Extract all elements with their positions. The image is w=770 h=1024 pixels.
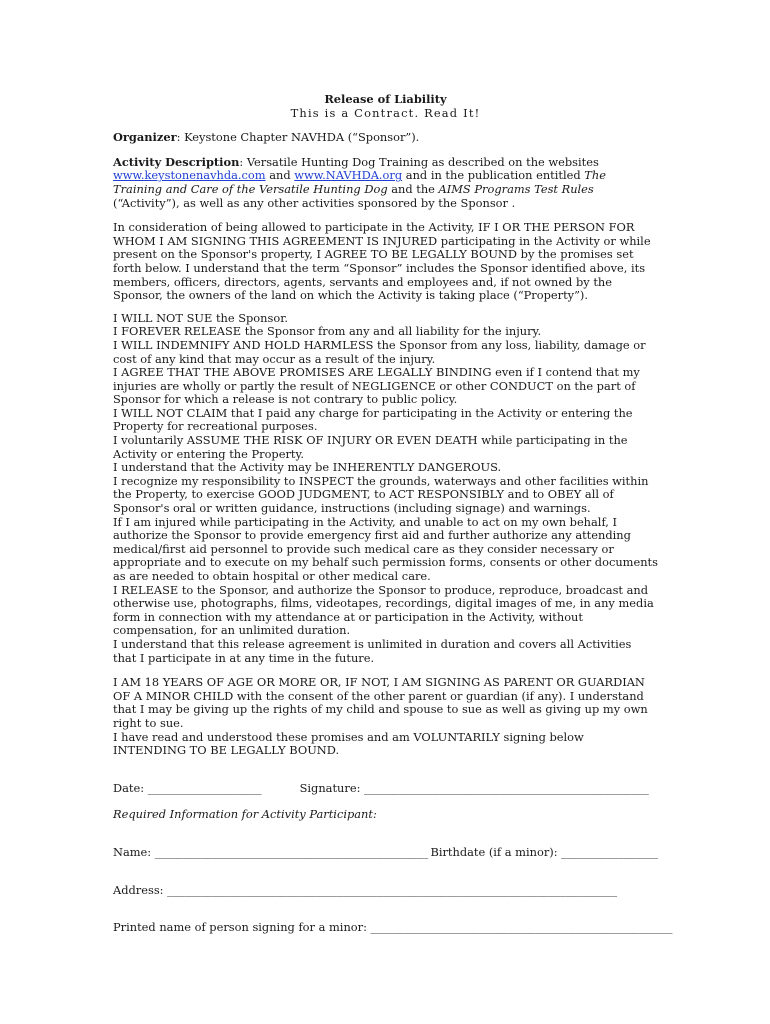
promise-item: I FOREVER RELEASE the Sponsor from any and all liability for the injury. (113, 324, 542, 339)
birthdate-field[interactable]: Birthdate (if a minor): _________________ (430, 844, 658, 859)
activity-text: and the (387, 181, 439, 196)
document-subtitle: This is a Contract. Read It! (290, 105, 481, 120)
activity-text: : Versatile Hunting Dog Training as described on the websites (239, 154, 599, 169)
promises-list (113, 312, 658, 665)
promise-item: I WILL NOT CLAIM that I paid any charge for participating in the Activity or entering the Property for recreational purposes. (113, 405, 633, 434)
age-statement: I AM 18 YEARS OF AGE OR MORE OR, IF NOT, I AM SIGNING AS PARENT OR GUARDIAN OF A MINOR CHILD with the consent of the other parent or guardian (if any). I understand that I may be giving up the rights of my child and spouse to sue as well as giving up my own right to sue. (113, 675, 648, 730)
required-info-heading (113, 808, 658, 822)
voluntary-statement: I have read and understood these promises and am VOLUNTARILY signing below INTENDING TO BE LEGALLY BOUND. (113, 729, 584, 758)
aims-rules-title: AIMS Programs Test Rules (438, 181, 594, 196)
signature-field[interactable]: Signature: __________________________________________________ (299, 780, 649, 795)
promise-item: If I am injured while participating in the Activity, and unable to act on my own behalf, I authorize the Sponsor to provide emergency first aid and further authorize any attending medical/first aid personnel to provide such medical care as they consider necessary or appropriate and to execute on my behalf such permission forms, consents or other documents as are needed to obtain hospital or other medical care. (113, 514, 658, 583)
name-field[interactable]: Name: ________________________________________________ (113, 844, 429, 859)
address-field[interactable]: Address: _______________________________________________________________________________ (113, 882, 618, 897)
organizer-value: : Keystone Chapter NAVHDA (“Sponsor”). (176, 130, 420, 145)
activity-text: and in the publication entitled (402, 168, 585, 183)
publication-title: The Training and Care of the Versatile Hunting Dog (113, 168, 606, 196)
printed-name-field[interactable]: Printed name of person signing for a minor: _____________________________________________________ (113, 920, 673, 935)
activity-description (113, 156, 658, 210)
date-field[interactable]: Date: ____________________ (113, 780, 262, 795)
organizer-label: Organizer (113, 130, 177, 145)
promise-item: I WILL INDEMNIFY AND HOLD HARMLESS the Sponsor from any loss, liability, damage or cost of any kind that may occur as a result of the injury. (113, 337, 646, 366)
promise-item: I understand that the Activity may be INHERENTLY DANGEROUS. (113, 460, 502, 475)
promise-item: I WILL NOT SUE the Sponsor. (113, 310, 289, 325)
activity-text: (“Activity”), as well as any other activities sponsored by the Sponsor . (113, 195, 516, 210)
required-info-text: Required Information for Activity Participant: (113, 807, 377, 822)
promise-item: I AGREE THAT THE ABOVE PROMISES ARE LEGALLY BINDING even if I contend that my injuries are wholly or partly the result of NEGLIGENCE or other CONDUCT on the part of Sponsor for which a release is not contrary to public policy. (113, 365, 640, 407)
promise-item: I RELEASE to the Sponsor, and authorize the Sponsor to produce, reproduce, broadcast and otherwise use, photographs, films, videotapes, recordings, digital images of me, in any media form in connection with my attendance at or participation in the Activity, without compensation, for an unlimited duration. (113, 582, 654, 638)
document-title: Release of Liability (324, 92, 447, 106)
consideration-paragraph: In consideration of being allowed to participate in the Activity, IF I OR THE PERSON FOR WHOM I AM SIGNING THIS AGREEMENT IS INJURED participating in the Activity or while present on the Sponsor's property, I AGREE TO BE LEGALLY BOUND by the promises set forth below. I understand that the term “Sponsor” includes the Sponsor identified above, its members, officers, directors, agents, servants and employees and, if not owned by the Sponsor, the owners of the land on which the Activity is taking place (“Property”). (113, 220, 651, 303)
organizer-line (113, 131, 658, 145)
promise-item: I understand that this release agreement is unlimited in duration and covers all Activities that I participate in at any time in the future. (113, 636, 632, 665)
activity-label: Activity Description (113, 154, 240, 169)
activity-text: and (265, 168, 295, 183)
navhda-link[interactable]: www.NAVHDA.org (294, 168, 403, 183)
promise-item: I recognize my responsibility to INSPECT the grounds, waterways and other facilities within the Property, to exercise GOOD JUDGMENT, to ACT RESPONSIBLY and to OBEY all of Sponsor's oral or written guidance, instructions (including signage) and warnings. (113, 473, 649, 516)
promise-item: I voluntarily ASSUME THE RISK OF INJURY OR EVEN DEATH while participating in the Activity or entering the Property. (113, 433, 628, 461)
release-document (113, 92, 673, 935)
date-signature-row (113, 782, 658, 796)
name-birthdate-row (113, 846, 658, 860)
keystonenavhda-link[interactable]: www.keystonenavhda.com (113, 168, 266, 183)
